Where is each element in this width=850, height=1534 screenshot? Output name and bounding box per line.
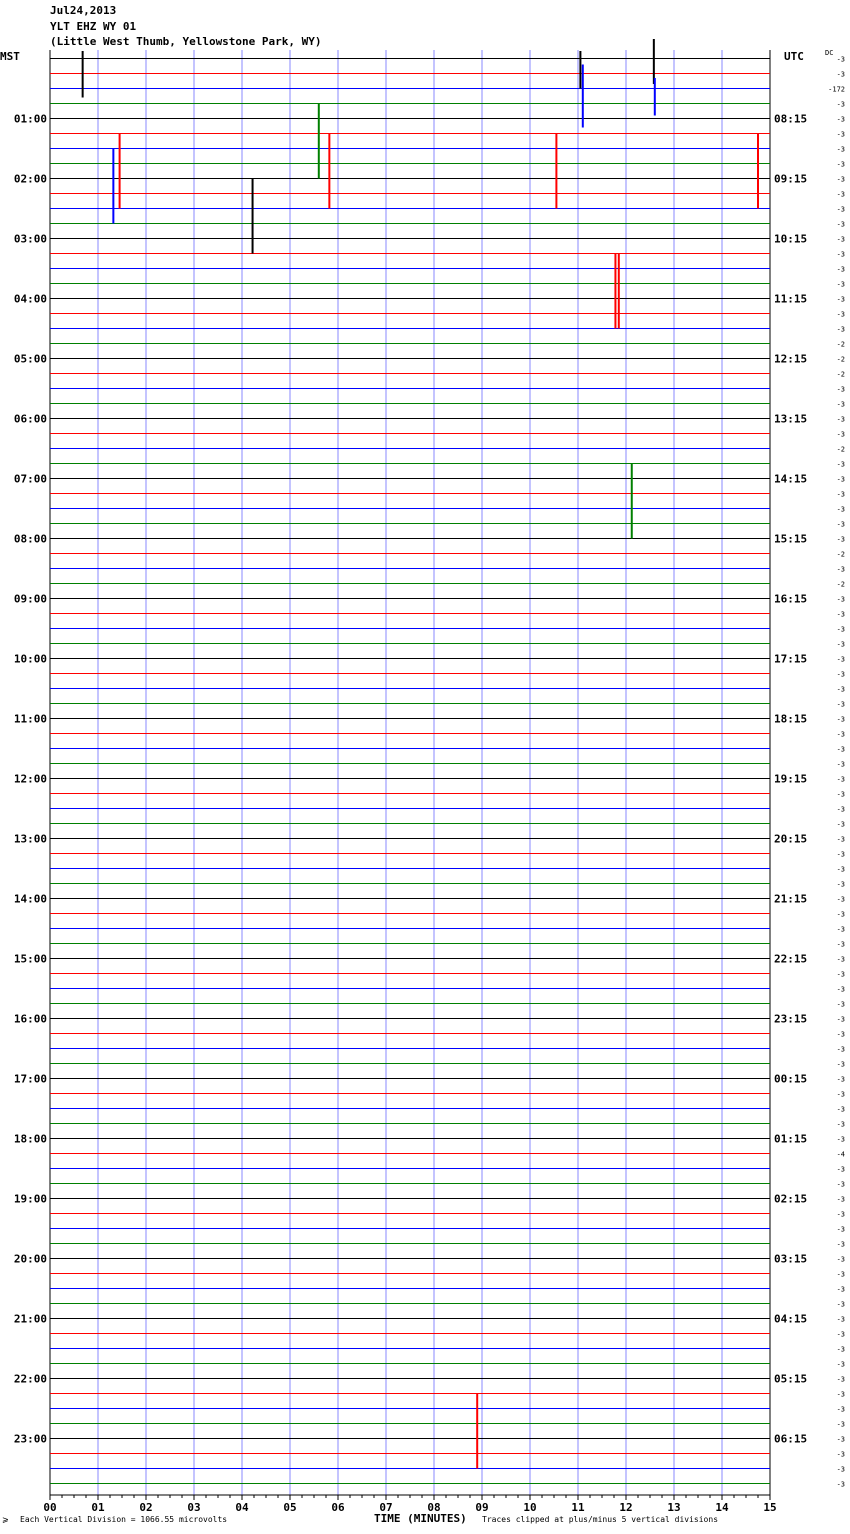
dc-offset-value: -3 <box>836 1195 845 1204</box>
dc-offset-value: -3 <box>836 1360 845 1369</box>
mst-hour-label: 15:00 <box>13 952 47 966</box>
dc-offset-value: -3 <box>836 850 845 859</box>
dc-offset-value: -3 <box>836 775 845 784</box>
dc-offset-value: -3 <box>836 760 845 769</box>
utc-hour-label: 08:15 <box>774 112 808 126</box>
mst-hour-label: 17:00 <box>13 1072 47 1086</box>
dc-offset-value: -3 <box>836 805 845 814</box>
mst-hour-label: 03:00 <box>13 232 47 246</box>
utc-axis-label: UTC <box>784 50 804 63</box>
dc-offset-value: -3 <box>836 1255 845 1264</box>
dc-offset-value: -3 <box>836 670 845 679</box>
dc-offset-value: -3 <box>836 1390 845 1399</box>
dc-offset-value: -3 <box>836 1435 845 1444</box>
dc-offset-value: -3 <box>836 1225 845 1234</box>
dc-offset-value: -3 <box>836 985 845 994</box>
dc-offset-value: -3 <box>836 235 845 244</box>
dc-offset-value: -3 <box>836 1330 845 1339</box>
dc-offset-value: -3 <box>836 145 845 154</box>
dc-offset-value: -3 <box>836 400 845 409</box>
dc-offset-value: -2 <box>836 370 845 379</box>
x-tick-label: 00 <box>43 1501 57 1514</box>
dc-offset-value: -3 <box>836 640 845 649</box>
dc-label: DC <box>825 49 834 57</box>
dc-offset-value: -3 <box>836 1285 845 1294</box>
utc-hour-label: 13:15 <box>774 412 808 426</box>
utc-hour-label: 09:15 <box>774 172 808 186</box>
dc-offset-value: -2 <box>836 445 845 454</box>
dc-offset-value: -3 <box>836 700 845 709</box>
chart-station: YLT EHZ WY 01 <box>50 20 137 33</box>
utc-hour-label: 02:15 <box>774 1192 808 1206</box>
x-tick-label: 06 <box>331 1501 345 1514</box>
dc-offset-value: -3 <box>836 730 845 739</box>
dc-offset-value: -3 <box>836 1420 845 1429</box>
dc-offset-value: -3 <box>836 1165 845 1174</box>
mst-hour-label: 14:00 <box>13 892 47 906</box>
dc-offset-value: -3 <box>836 790 845 799</box>
dc-offset-value: -3 <box>836 1450 845 1459</box>
mst-hour-label: 22:00 <box>13 1372 47 1386</box>
dc-offset-value: -3 <box>836 1120 845 1129</box>
dc-offset-value: -3 <box>836 655 845 664</box>
mst-hour-label: 06:00 <box>13 412 47 426</box>
dc-offset-value: -3 <box>836 940 845 949</box>
dc-offset-value: -3 <box>836 835 845 844</box>
dc-offset-value: -2 <box>836 550 845 559</box>
utc-hour-label: 23:15 <box>774 1012 808 1026</box>
mst-hour-label: 19:00 <box>13 1192 47 1206</box>
utc-hour-label: 05:15 <box>774 1372 808 1386</box>
dc-offset-value: -3 <box>836 220 845 229</box>
dc-offset-column <box>828 56 845 1489</box>
dc-offset-value: -3 <box>836 325 845 334</box>
dc-offset-value: -3 <box>836 1180 845 1189</box>
dc-offset-value: -3 <box>836 520 845 529</box>
dc-offset-value: -3 <box>836 1300 845 1309</box>
dc-offset-value: -3 <box>836 820 845 829</box>
mst-hour-label: 20:00 <box>13 1252 47 1266</box>
utc-hour-label: 14:15 <box>774 472 808 486</box>
dc-offset-value: -3 <box>836 70 845 79</box>
mst-axis-label: MST <box>0 50 20 63</box>
dc-offset-value: -3 <box>836 250 845 259</box>
mst-hour-label: 02:00 <box>13 172 47 186</box>
dc-offset-value: -3 <box>836 295 845 304</box>
dc-offset-value: -3 <box>836 880 845 889</box>
mst-labels <box>14 113 47 1446</box>
utc-hour-label: 17:15 <box>774 652 808 666</box>
utc-hour-label: 06:15 <box>774 1432 808 1446</box>
dc-offset-value: -3 <box>836 685 845 694</box>
dc-offset-value: -3 <box>836 430 845 439</box>
utc-hour-label: 00:15 <box>774 1072 808 1086</box>
x-tick-label: 07 <box>379 1501 393 1514</box>
scale-note: Each Vertical Division = 1066.55 microvolts <box>20 1515 228 1524</box>
chart-date: Jul24,2013 <box>50 4 117 17</box>
x-tick-label: 15 <box>763 1501 777 1514</box>
x-tick-label: 13 <box>667 1501 681 1514</box>
dc-offset-value: -3 <box>836 115 845 124</box>
mst-hour-label: 21:00 <box>13 1312 47 1326</box>
dc-offset-value: -3 <box>836 1405 845 1414</box>
dc-offset-value: -3 <box>836 1045 845 1054</box>
utc-hour-label: 19:15 <box>774 772 808 786</box>
dc-offset-value: -3 <box>836 475 845 484</box>
dc-offset-value: -3 <box>836 895 845 904</box>
x-tick-label: 11 <box>571 1501 585 1514</box>
dc-offset-value: -3 <box>836 160 845 169</box>
mst-hour-label: 08:00 <box>13 532 47 546</box>
mst-hour-label: 16:00 <box>13 1012 47 1026</box>
dc-offset-value: -2 <box>836 580 845 589</box>
dc-offset-value: -4 <box>836 1150 845 1159</box>
dc-offset-value: -3 <box>836 175 845 184</box>
dc-offset-value: -3 <box>836 100 845 109</box>
dc-offset-value: -3 <box>836 310 845 319</box>
dc-offset-value: -3 <box>836 1270 845 1279</box>
dc-offset-value: -3 <box>836 280 845 289</box>
dc-offset-value: -2 <box>836 340 845 349</box>
dc-offset-value: -3 <box>836 625 845 634</box>
vertical-grid <box>50 50 770 1495</box>
dc-offset-value: -3 <box>836 1240 845 1249</box>
mst-hour-label: 18:00 <box>13 1132 47 1146</box>
dc-offset-value: -3 <box>836 1210 845 1219</box>
mst-hour-label: 07:00 <box>13 472 47 486</box>
utc-hour-label: 11:15 <box>774 292 808 306</box>
dc-offset-value: -3 <box>836 415 845 424</box>
x-tick-label: 08 <box>427 1501 441 1514</box>
dc-offset-value: -3 <box>836 565 845 574</box>
utc-hour-label: 21:15 <box>774 892 808 906</box>
trace-lines <box>50 59 770 1484</box>
dc-offset-value: -3 <box>836 130 845 139</box>
mst-hour-label: 01:00 <box>13 112 47 126</box>
dc-offset-value: -3 <box>836 1480 845 1489</box>
dc-offset-value: -3 <box>836 610 845 619</box>
dc-offset-value: -3 <box>836 190 845 199</box>
dc-offset-value: -3 <box>836 745 845 754</box>
dc-offset-value: -2 <box>836 355 845 364</box>
mst-hour-label: 12:00 <box>13 772 47 786</box>
clip-note: Traces clipped at plus/minus 5 vertical divisions <box>482 1515 719 1524</box>
utc-hour-label: 12:15 <box>774 352 808 366</box>
dc-offset-value: -3 <box>836 1000 845 1009</box>
dc-offset-value: -3 <box>836 1060 845 1069</box>
utc-hour-label: 18:15 <box>774 712 808 726</box>
dc-offset-value: -3 <box>836 1030 845 1039</box>
utc-labels <box>774 113 807 1446</box>
mst-hour-label: 23:00 <box>13 1432 47 1446</box>
dc-offset-value: -3 <box>836 1375 845 1384</box>
dc-offset-value: -3 <box>836 595 845 604</box>
x-axis-title: TIME (MINUTES) <box>374 1512 467 1525</box>
dc-offset-value: -3 <box>836 925 845 934</box>
dc-offset-value: -3 <box>836 490 845 499</box>
mst-hour-label: 10:00 <box>13 652 47 666</box>
dc-offset-value: -3 <box>836 535 845 544</box>
x-tick-label: 14 <box>715 1501 729 1514</box>
utc-hour-label: 04:15 <box>774 1312 808 1326</box>
dc-offset-value: -3 <box>836 955 845 964</box>
dc-offset-value: -3 <box>836 55 845 64</box>
x-tick-label: 12 <box>619 1501 633 1514</box>
dc-offset-value: -3 <box>836 715 845 724</box>
dc-offset-value: -3 <box>836 505 845 514</box>
x-tick-label: 03 <box>187 1501 201 1514</box>
dc-offset-value: -3 <box>836 1345 845 1354</box>
x-tick-label: 09 <box>475 1501 489 1514</box>
utc-hour-label: 10:15 <box>774 232 808 246</box>
dc-offset-value: -3 <box>836 1135 845 1144</box>
utc-hour-label: 20:15 <box>774 832 808 846</box>
utc-hour-label: 15:15 <box>774 532 808 546</box>
x-tick-label: 01 <box>91 1501 105 1514</box>
mst-hour-label: 13:00 <box>13 832 47 846</box>
dc-offset-value: -3 <box>836 1015 845 1024</box>
chart-location: (Little West Thumb, Yellowstone Park, WY) <box>50 35 322 48</box>
dc-offset-value: -3 <box>836 265 845 274</box>
x-tick-label: 05 <box>283 1501 297 1514</box>
utc-hour-label: 16:15 <box>774 592 808 606</box>
x-tick-label: 10 <box>523 1501 537 1514</box>
utc-hour-label: 03:15 <box>774 1252 808 1266</box>
utc-hour-label: 22:15 <box>774 952 808 966</box>
dc-offset-value: -3 <box>836 970 845 979</box>
footer-mark: ⩾ <box>2 1515 9 1524</box>
dc-offset-value: -3 <box>836 460 845 469</box>
dc-offset-value: -3 <box>836 205 845 214</box>
dc-offset-value: -3 <box>836 910 845 919</box>
mst-hour-label: 04:00 <box>13 292 47 306</box>
dc-offset-value: -3 <box>836 1315 845 1324</box>
dc-offset-value: -3 <box>836 1105 845 1114</box>
dc-offset-value: -3 <box>836 1090 845 1099</box>
x-tick-label: 04 <box>235 1501 249 1514</box>
x-tick-label: 02 <box>139 1501 153 1514</box>
dc-offset-value: -172 <box>828 85 845 94</box>
dc-offset-value: -3 <box>836 865 845 874</box>
utc-hour-label: 01:15 <box>774 1132 808 1146</box>
dc-offset-value: -3 <box>836 1465 845 1474</box>
dc-offset-value: -3 <box>836 1075 845 1084</box>
mst-hour-label: 11:00 <box>13 712 47 726</box>
dc-offset-value: -3 <box>836 385 845 394</box>
mst-hour-label: 09:00 <box>13 592 47 606</box>
mst-hour-label: 05:00 <box>13 352 47 366</box>
